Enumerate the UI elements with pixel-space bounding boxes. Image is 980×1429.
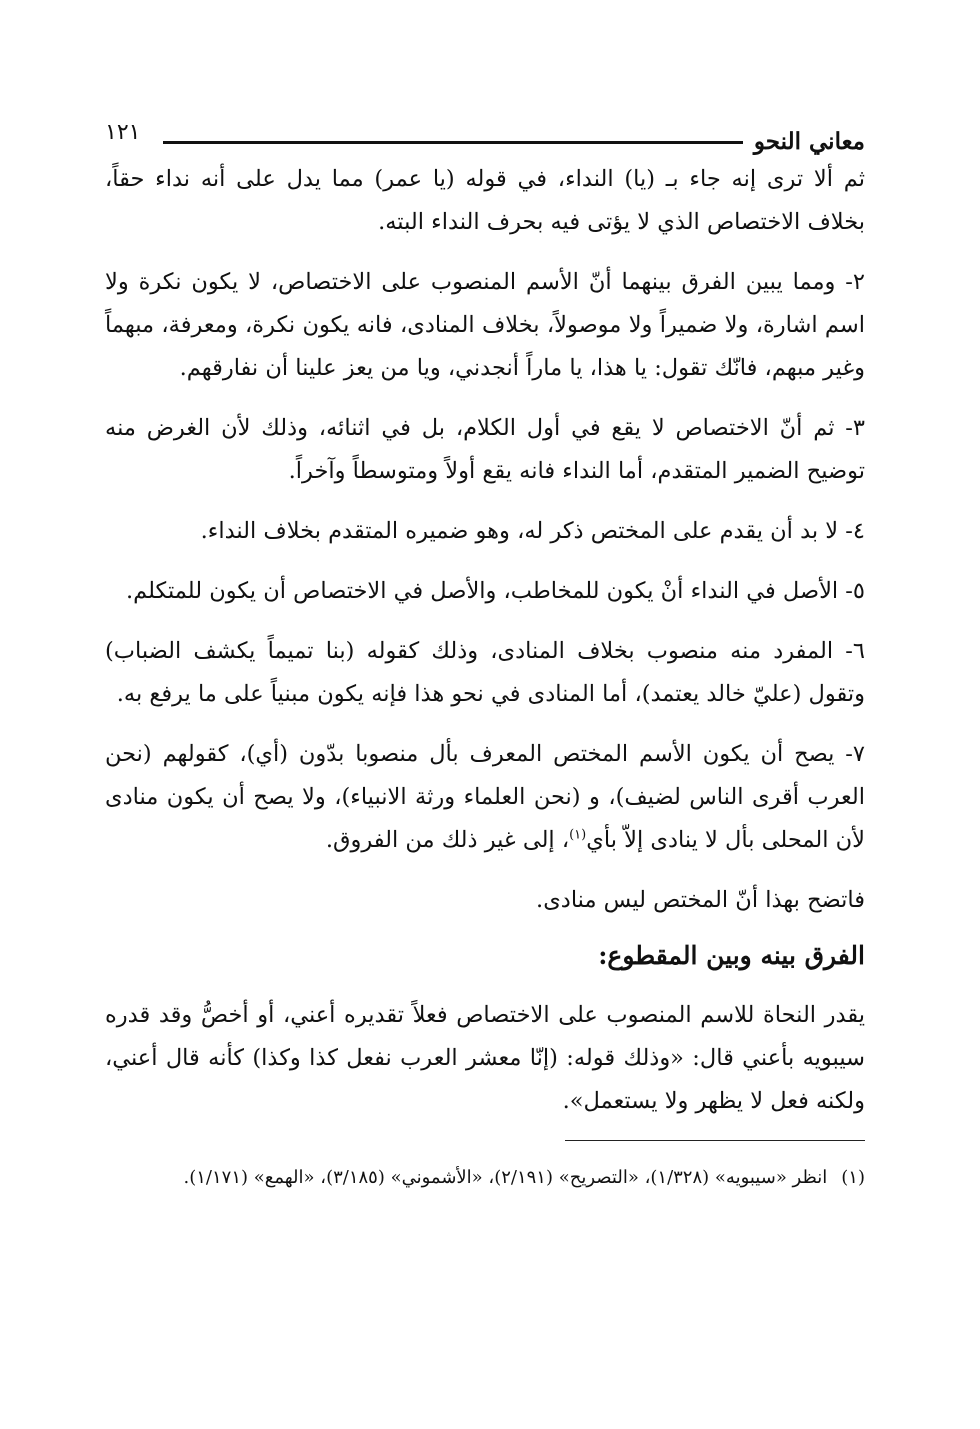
body-text — [105, 158, 865, 1123]
paragraph-4: ٤- لا بد أن يقدم على المختص ذكر له، وهو ضميره المتقدم بخلاف النداء. — [200, 518, 865, 544]
footnote-rule — [565, 1140, 865, 1141]
paragraph-7-text-after-note: ، إلى غير ذلك من الفروق. — [325, 827, 570, 853]
paragraph-5: ٥- الأصل في النداء أنْ يكون للمخاطب، والأصل في الاختصاص أن يكون للمتكلم. — [125, 578, 865, 604]
paragraph-2: ٢- ومما يبين الفرق بينهما أنّ الأسم المنصوب على الاختصاص، لا يكون نكرة ولا اسم اشارة، ولا ضميراً ولا موصولاً، بخلاف المنادى، فانه يكون نكرة، ومعرفة، مبهماً وغير مبهم، فانّك تقول: يا هذا، يا ماراً أنجدني، ويا من يعز علينا أن نفارقهم. — [105, 269, 865, 381]
paragraph-1: ثم ألا ترى إنه جاء بـ (يا) النداء، في قوله (يا عمر) مما يدل على أنه نداء حقاً، بخلاف الاختصاص الذي لا يؤتى فيه بحرف النداء البته. — [105, 166, 865, 235]
footnote — [105, 1163, 865, 1193]
page-number: ١٢١ — [105, 120, 141, 145]
section-heading: الفرق بينه وبين المقطوع: — [598, 941, 865, 970]
footnote-marker: (١) — [569, 827, 587, 843]
paragraph-6: ٦- المفرد منه منصوب بخلاف المنادى، وذلك كقوله (بنا تميماً يكشف الضباب) وتقول (عليّ خالد يعتمد)، أما المنادى في نحو هذا فإنه يكون مبنياً على ما يرفع به. — [105, 638, 865, 707]
paragraph-3: ٣- ثم أنّ الاختصاص لا يقع في أول الكلام، بل في اثنائه، وذلك لأن الغرض منه توضيح الضمير المتقدم، أما النداء فانه يقع أولاً ومتوسطاً وآخراً. — [105, 415, 865, 484]
book-page — [105, 118, 865, 1193]
footnote-text: انظر «سيبويه» (١/٣٢٨)، «التصريح» (٢/١٩١)، «الأشموني» (٣/١٨٥)، «الهمع» (١/١٧١). — [183, 1167, 828, 1188]
header-rule — [163, 141, 743, 144]
page-header — [105, 118, 865, 158]
section-paragraph: يقدر النحاة للاسم المنصوب على الاختصاص فعلاً تقديره أعني، أو أخصُّ وقد قدره سيبويه بأعني قال: «وذلك قوله: (إنّا معشر العرب نفعل كذا وكذا) كأنه قال أعني، ولكنه فعل لا يظهر ولا يستعمل». — [105, 1002, 865, 1114]
footnote-number: (١) — [841, 1167, 865, 1188]
conclusion-paragraph: فاتضح بهذا أنّ المختص ليس منادى. — [536, 887, 865, 913]
running-title: معاني النحو — [753, 128, 865, 155]
paragraph-7 — [105, 733, 865, 862]
paragraph-7-text-before-note: ٧- يصح أن يكون الأسم المختص المعرف بأل منصوبا بدّون (أي)، كقولهم (نحن العرب أقرى الناس لضيف)، و (نحن العلماء ورثة الانبياء)، ولا يصح أن يكون منادى لأن المحلى بأل لا ينادى إلاّ بأي — [105, 741, 865, 853]
